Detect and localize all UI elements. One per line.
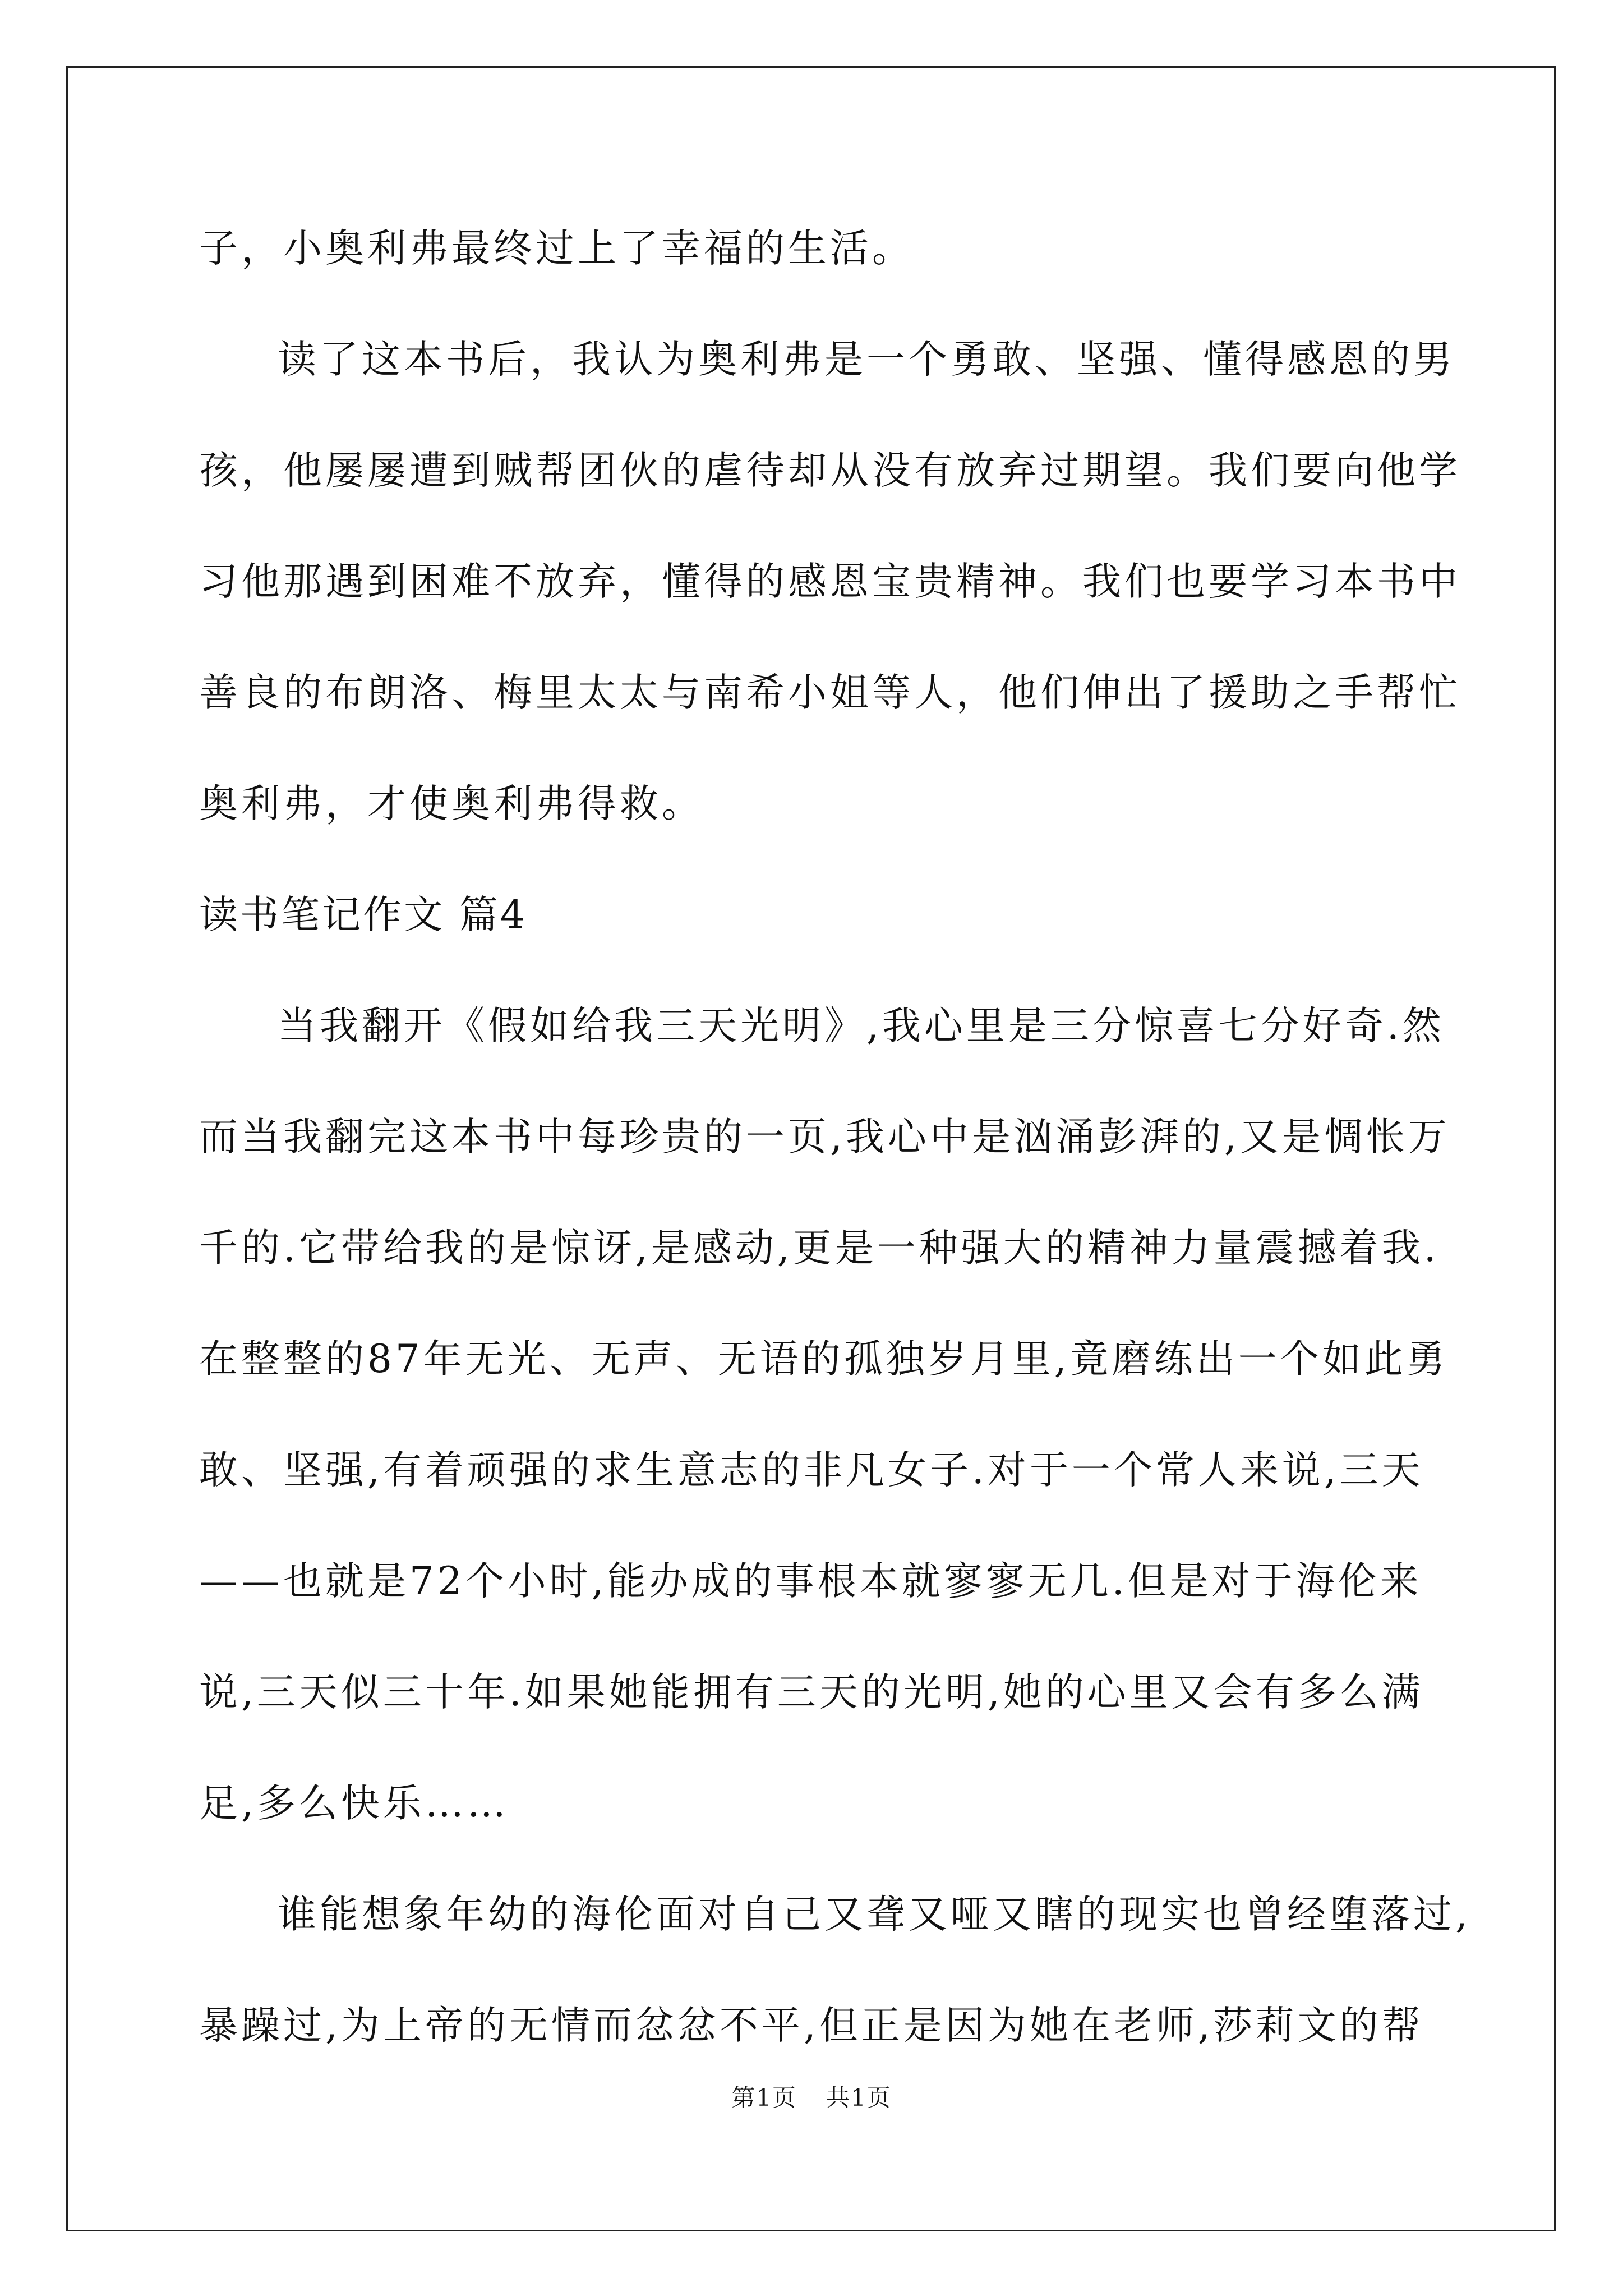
paragraph-first-line: 读了这本书后，我认为奥利弗是一个勇敢、坚强、懂得感恩的男 [278,337,1455,382]
text-line: 奥利弗，才使奥利弗得救。 [199,781,704,826]
text-line: 足,多么快乐…… [199,1781,509,1826]
text-line: 孩，他屡屡遭到贼帮团伙的虐待却从没有放弃过期望。我们要向他学 [199,448,1461,493]
paragraph-first-line: 谁能想象年幼的海伦面对自己又聋又哑又瞎的现实也曾经堕落过, [278,1892,1471,1937]
text-line: 而当我翻完这本书中每珍贵的一页,我心中是汹涌彭湃的,又是惆怅万 [199,1115,1450,1159]
section-heading: 读书笔记作文 篇4 [199,892,527,937]
text-line: 说,三天似三十年.如果她能拥有三天的光明,她的心里又会有多么满 [199,1670,1424,1715]
text-line: ——也就是72个小时,能办成的事根本就寥寥无几.但是对于海伦来 [199,1559,1422,1604]
paragraph-first-line: 当我翻开《假如给我三天光明》,我心里是三分惊喜七分好奇.然 [278,1004,1445,1048]
text-line: 习他那遇到困难不放弃，懂得的感恩宝贵精神。我们也要学习本书中 [199,559,1461,604]
page-number: 第1页 [731,2084,797,2111]
text-line: 子，小奥利弗最终过上了幸福的生活。 [199,226,914,271]
page-total: 共1页 [826,2084,892,2111]
text-line: 暴躁过,为上帝的无情而忿忿不平,但正是因为她在老师,莎莉文的帮 [199,2003,1424,2048]
document-body [199,223,1471,2111]
text-line: 在整整的87年无光、无声、无语的孤独岁月里,竟磨练出一个如此勇 [199,1337,1449,1382]
text-line: 善良的布朗洛、梅里太太与南希小姐等人，他们伸出了援助之手帮忙 [199,670,1461,715]
text-line: 千的.它带给我的是惊讶,是感动,更是一种强大的精神力量震撼着我. [199,1226,1440,1271]
text-line: 敢、坚强,有着顽强的求生意志的非凡女子.对于一个常人来说,三天 [199,1448,1424,1493]
page-footer [0,2084,1623,2112]
